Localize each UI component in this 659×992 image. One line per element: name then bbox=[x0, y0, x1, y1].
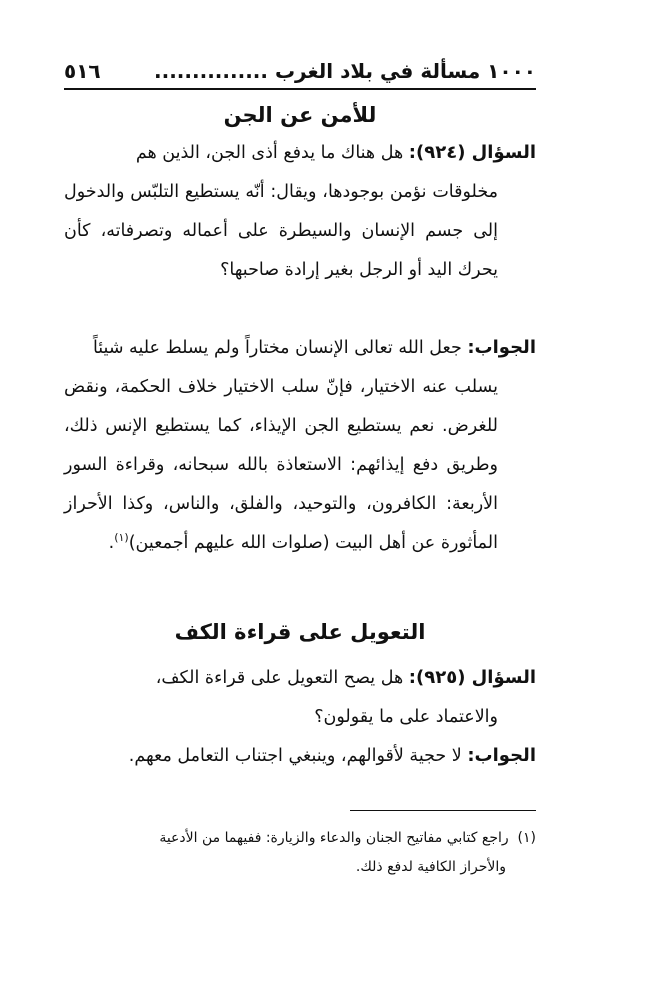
answer-925 bbox=[64, 736, 536, 776]
answer-924-label: الجواب: bbox=[467, 337, 536, 358]
question-925-first-text: هل يصح التعويل على قراءة الكف، bbox=[155, 668, 404, 688]
footnote-text: راجع كتابي مفاتيح الجنان والدعاء والزيارة: ففيهما من الأدعية bbox=[159, 830, 509, 846]
question-925-body: والاعتماد على ما يقولون؟ bbox=[314, 707, 498, 727]
section-title-palmistry: التعويل على قراءة الكف bbox=[174, 620, 426, 644]
footnote-ref-1: (١) bbox=[114, 531, 129, 545]
footnote-continuation: والأحراز الكافية لدفع ذلك. bbox=[355, 859, 506, 875]
question-924 bbox=[64, 133, 536, 290]
page-number: ٥١٦ bbox=[64, 59, 101, 83]
answer-924-body-text: يسلب عنه الاختيار، فإنّ سلب الاختيار خلاف الحكمة، ونقض للغرض. نعم يستطيع الجن الإيذاء، كما يستطيع الإنس ذلك، وطريق دفع إيذائهم: الاستعاذة بالله سبحانه، وقراءة السور الأربعة: الكافرون، والتوحيد، والفلق، والناس، وكذا الأحراز المأثورة عن أهل البيت (صلوات الله عليهم أجمعين) bbox=[64, 377, 498, 553]
answer-925-first-line bbox=[64, 736, 536, 776]
footnote-divider bbox=[350, 810, 536, 811]
question-925-label: السؤال (٩٢٥): bbox=[408, 667, 536, 688]
question-924-first-text: هل هناك ما يدفع أذى الجن، الذين هم bbox=[135, 143, 404, 163]
book-title: ١٠٠٠ مسألة في بلاد الغرب ............... bbox=[154, 59, 536, 83]
question-924-label: السؤال (٩٢٤): bbox=[408, 142, 536, 163]
footnote-number: (١) bbox=[517, 830, 536, 846]
answer-925-label: الجواب: bbox=[467, 745, 536, 766]
answer-924-end: . bbox=[108, 533, 115, 553]
section-title-jinn: للأمن عن الجن bbox=[223, 103, 377, 127]
footnote-first-line bbox=[159, 830, 536, 846]
running-header bbox=[64, 54, 536, 90]
footnote bbox=[64, 824, 536, 882]
answer-925-text: لا حجية لأقوالهم، وينبغي اجتناب التعامل معهم. bbox=[128, 746, 462, 766]
question-925-first-line bbox=[64, 658, 536, 698]
answer-924-first-text: جعل الله تعالى الإنسان مختاراً ولم يسلط عليه شيئاً bbox=[92, 338, 462, 358]
question-924-first-line bbox=[64, 133, 536, 173]
question-924-body: مخلوقات نؤمن بوجودها، ويقال: أنّه يستطيع التلبّس والدخول إلى جسم الإنسان والسيطرة على أعماله وتصرفاته، كأن يحرك اليد أو الرجل بغير إرادة صاحبها؟ bbox=[64, 182, 498, 280]
answer-924-body bbox=[64, 368, 536, 563]
answer-924 bbox=[64, 328, 536, 563]
answer-924-first-line bbox=[64, 328, 536, 368]
question-925 bbox=[64, 658, 536, 737]
